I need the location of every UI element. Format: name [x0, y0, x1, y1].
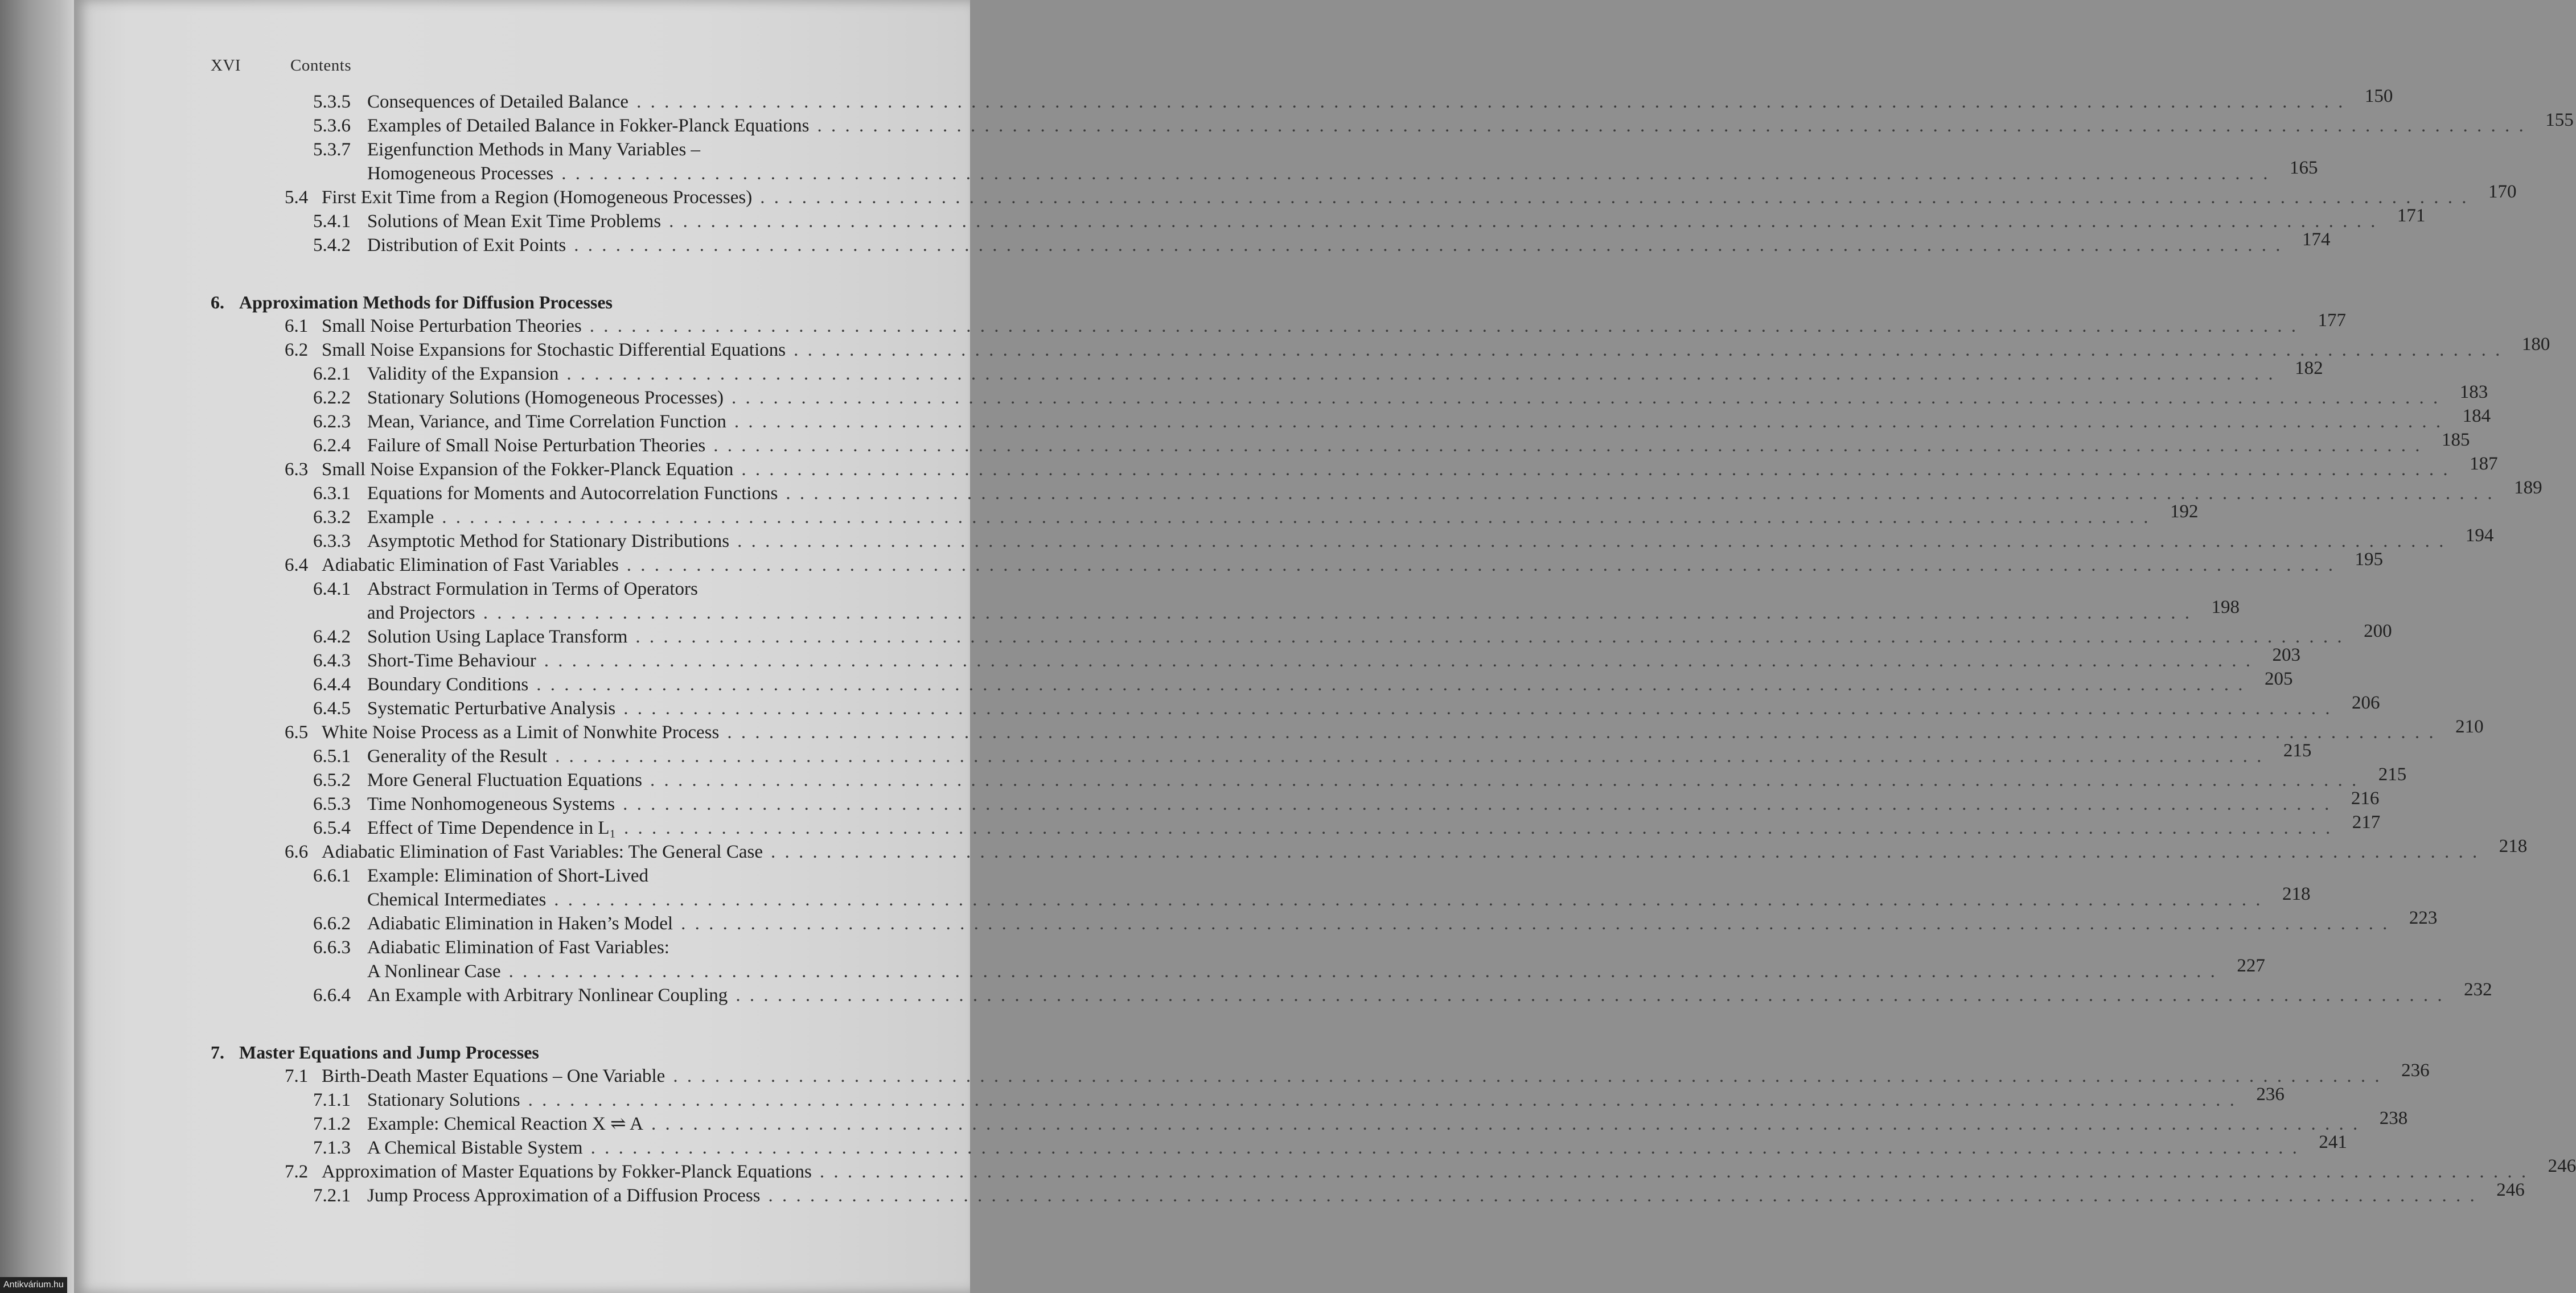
toc-entry-number: 6.3.3: [313, 531, 351, 551]
toc-entry-number: 7.2.1: [313, 1185, 351, 1206]
toc-entry-title: Adiabatic Elimination of Fast Variables:: [367, 937, 669, 958]
toc-entry-number: 5.4: [285, 187, 309, 208]
toc-entry-title: Example: Chemical Reaction X ⇌ A: [367, 1114, 643, 1134]
toc-subsection-entry: [211, 956, 2265, 983]
toc-entry-title: Asymptotic Method for Stationary Distributions: [367, 531, 730, 551]
toc-dot-leader: [554, 888, 2262, 912]
toc-dot-leader: [623, 697, 2332, 720]
toc-page-number: 189: [2514, 477, 2542, 498]
toc-dot-leader: [820, 1160, 2528, 1184]
toc-entry-title: An Example with Arbitrary Nonlinear Coupling: [367, 985, 728, 1006]
toc-entry-title: Adiabatic Elimination of Fast Variables: [322, 555, 619, 575]
toc-entry-title: Equations for Moments and Autocorrelation Functions: [367, 483, 778, 504]
toc-subsection-entry: [211, 158, 2318, 186]
toc-section-entry: [211, 182, 2517, 209]
toc-entry-title: Birth-Death Master Equations – One Variable: [322, 1066, 665, 1086]
chapter-number: 7.: [211, 1042, 224, 1063]
book-spine-shadow: [0, 0, 74, 1293]
toc-entry-number: 6.6.2: [313, 913, 351, 934]
toc-entry-line: [313, 956, 2265, 983]
toc-entry-number: 5.3.7: [313, 139, 351, 160]
toc-entry-title: Generality of the Result: [367, 746, 548, 767]
toc-entry-number: 6.3.2: [313, 507, 351, 528]
toc-section-entry: [211, 454, 2498, 481]
toc-entry-line: [313, 979, 2492, 1007]
toc-page-number: 177: [2318, 310, 2346, 331]
toc-entry-line: [313, 430, 2470, 458]
toc-entry-number: 6.5.1: [313, 746, 351, 767]
toc-entry-line: [285, 334, 2550, 362]
toc-entry-title: Failure of Small Noise Perturbation Theories: [367, 435, 706, 456]
toc-entry-line: [313, 669, 2293, 697]
toc-page-number: 238: [2379, 1108, 2408, 1129]
toc-entry-title: Jump Process Approximation of a Diffusion Process: [367, 1185, 761, 1206]
toc-entry-number: 6.2: [285, 340, 309, 360]
toc-subsection-entry: [211, 1132, 2347, 1160]
toc-subsection-entry: [211, 597, 2240, 625]
toc-page-number: 246: [2548, 1156, 2576, 1176]
toc-dot-leader: [817, 114, 2525, 138]
toc-subsection-entry: [211, 1180, 2525, 1208]
toc-dot-leader: [574, 233, 2282, 257]
toc-dot-leader: [651, 1112, 2360, 1136]
toc-entry-title: Solution Using Laplace Transform: [367, 627, 628, 647]
toc-entry-number: 6.6: [285, 842, 309, 862]
toc-entry-number: 6.3: [285, 459, 309, 480]
toc-subsection-entry: [211, 621, 2392, 649]
toc-page-number: 182: [2295, 358, 2323, 378]
toc-subsection-entry: [211, 110, 2574, 138]
toc-entry-line: [313, 936, 973, 960]
toc-dot-leader: [734, 410, 2443, 434]
toc-entry-title: Small Noise Expansion of the Fokker-Planck Equation: [322, 459, 734, 480]
toc-subsection-entry: [211, 740, 2312, 768]
toc-entry-line: [285, 1060, 2430, 1088]
toc-entry-line: [313, 788, 2380, 816]
toc-subsection-entry: [211, 764, 2407, 792]
toc-page-number: 206: [2352, 693, 2380, 713]
toc-entry-number: 6.1: [285, 316, 309, 336]
toc-dot-leader: [794, 338, 2502, 362]
toc-entry-title: A Chemical Bistable System: [367, 1138, 583, 1158]
toc-entry-line: [313, 205, 2426, 233]
toc-entry-line: [313, 645, 2300, 673]
running-title: Contents: [290, 56, 352, 75]
toc-entry-line: [313, 577, 973, 601]
toc-entry-title: Time Nonhomogeneous Systems: [367, 794, 615, 814]
toc-entry-line: [313, 1180, 2525, 1208]
toc-entry-line: [313, 477, 2542, 505]
toc-page-number: 194: [2465, 525, 2494, 546]
toc-page-number: 218: [2499, 836, 2528, 856]
toc-page-number: 218: [2282, 884, 2311, 904]
chapter-number: 6.: [211, 292, 224, 312]
toc-entry-title: Stationary Solutions: [367, 1090, 520, 1110]
toc-dot-leader: [636, 90, 2345, 114]
toc-entry-number: 6.4.3: [313, 650, 351, 671]
toc-entry-title: Distribution of Exit Points: [367, 235, 566, 256]
toc-dot-leader: [669, 209, 2377, 233]
toc-entry-line: [285, 182, 2517, 209]
toc-dot-leader: [673, 1064, 2381, 1088]
toc-entry-line: [313, 358, 2323, 386]
toc-entry-title: A Nonlinear Case: [367, 961, 501, 982]
toc-entry-line: [313, 740, 2312, 768]
toc-entry-line: [313, 693, 2380, 720]
toc-dot-leader: [555, 744, 2263, 768]
toc-entry-number: 7.1: [285, 1066, 309, 1086]
toc-subsection-entry: [211, 1108, 2408, 1136]
toc-dot-leader: [737, 529, 2446, 553]
toc-page-number: 198: [2211, 597, 2240, 617]
toc-page-number: 203: [2272, 645, 2300, 665]
toc-entry-line: [313, 501, 2199, 529]
toc-subsection-entry: [211, 382, 2488, 410]
toc-page-number: 187: [2470, 454, 2498, 474]
toc-entry-title: Abstract Formulation in Terms of Operators: [367, 579, 698, 599]
toc-dot-leader: [544, 649, 2253, 673]
toc-subsection-entry: [211, 86, 2393, 114]
toc-entry-title: Adiabatic Elimination of Fast Variables: The General Case: [322, 842, 763, 862]
toc-page-number: 150: [2364, 86, 2393, 106]
toc-entry-title: Systematic Perturbative Analysis: [367, 698, 616, 719]
toc-section-entry: [211, 334, 2550, 362]
chapter-title: Master Equations and Jump Processes: [239, 1042, 539, 1063]
toc-entry-number: 5.4.2: [313, 235, 351, 256]
toc-entry-number: 6.5.2: [313, 770, 351, 790]
toc-entry-line: [313, 1108, 2408, 1136]
toc-dot-leader: [442, 505, 2150, 529]
toc-entry-number: 6.2.2: [313, 388, 351, 408]
toc-entry-line: [313, 138, 973, 162]
toc-subsection-entry: [211, 1084, 2285, 1112]
toc-chapter-heading: [211, 1040, 973, 1064]
toc-dot-leader: [786, 481, 2494, 505]
toc-page-number: 183: [2459, 382, 2488, 402]
toc-entry-number: 7.1.3: [313, 1138, 351, 1158]
toc-subsection-entry: [211, 525, 2494, 553]
toc-entry-line: [313, 884, 2311, 912]
toc-entry-number: 5.4.1: [313, 211, 351, 232]
toc-dot-leader: [713, 434, 2422, 458]
toc-dot-leader: [732, 386, 2440, 410]
toc-page-number: 227: [2237, 956, 2265, 976]
toc-entry-line: [313, 597, 2240, 625]
toc-subsection-entry: [211, 936, 973, 960]
toc-entry-line: [313, 229, 2331, 257]
toc-dot-leader: [623, 792, 2331, 816]
watermark: Antikvárium.hu: [0, 1277, 67, 1293]
toc-dot-leader: [624, 816, 2332, 840]
toc-entry-number: 5.3.6: [313, 116, 351, 136]
toc-entry-line: [313, 1132, 2347, 1160]
toc-entry-number: 6.6.4: [313, 985, 351, 1006]
toc-subsection-entry: [211, 477, 2542, 505]
toc-entry-line: [285, 716, 2484, 744]
toc-entry-number: 7.1.2: [313, 1114, 351, 1134]
toc-dot-leader: [536, 673, 2245, 697]
toc-entry-title: Consequences of Detailed Balance: [367, 92, 629, 112]
table-of-contents: [211, 86, 2576, 1208]
toc-page-number: 155: [2545, 110, 2574, 130]
toc-section-entry: [211, 549, 2384, 577]
toc-subsection-entry: [211, 430, 2470, 458]
toc-entry-number: 6.2.1: [313, 364, 351, 384]
toc-entry-title: Approximation of Master Equations by Fokker-Planck Equations: [322, 1162, 812, 1182]
toc-page-number: 174: [2302, 229, 2331, 250]
toc-entry-title: First Exit Time from a Region (Homogeneous Processes): [322, 187, 753, 208]
toc-page-number: 180: [2521, 334, 2550, 355]
toc-entry-line: [313, 382, 2488, 410]
toc-subsection-entry: [211, 358, 2323, 386]
toc-entry-line: [313, 525, 2494, 553]
toc-entry-title: More General Fluctuation Equations: [367, 770, 642, 790]
toc-entry-number: 6.3.1: [313, 483, 351, 504]
toc-section-entry: [211, 310, 2346, 338]
toc-entry-number: 6.4.2: [313, 627, 351, 647]
toc-dot-leader: [591, 1136, 2299, 1160]
toc-subsection-entry: [211, 501, 2199, 529]
toc-entry-line: [313, 812, 2381, 840]
toc-page-number: 205: [2265, 669, 2293, 689]
toc-entry-line: [313, 1084, 2285, 1112]
toc-page-number: 210: [2455, 716, 2484, 737]
toc-entry-number: 7.2: [285, 1162, 309, 1182]
toc-dot-leader: [528, 1088, 2237, 1112]
toc-dot-leader: [727, 720, 2435, 744]
toc-page-number: 217: [2352, 812, 2381, 833]
toc-subsection-entry: [211, 884, 2311, 912]
chapter-title: Approximation Methods for Diffusion Processes: [239, 292, 613, 312]
toc-entry-number: 6.6.1: [313, 866, 351, 886]
toc-page-number: 195: [2355, 549, 2384, 570]
toc-entry-title: White Noise Process as a Limit of Nonwhite Process: [322, 722, 720, 743]
toc-entry-line: [313, 110, 2574, 138]
toc-page-number: 232: [2464, 979, 2492, 1000]
toc-entry-title: Stationary Solutions (Homogeneous Processes): [367, 388, 724, 408]
toc-entry-number: 7.1.1: [313, 1090, 351, 1110]
toc-entry-number: 6.5: [285, 722, 309, 743]
toc-dot-leader: [590, 314, 2298, 338]
toc-entry-line: [285, 836, 2528, 864]
toc-entry-title: Adiabatic Elimination in Haken’s Model: [367, 913, 673, 934]
toc-subsection-entry: [211, 908, 2438, 936]
running-head: [211, 54, 351, 77]
toc-entry-line: [313, 406, 2491, 434]
toc-subsection-entry: [211, 229, 2331, 257]
toc-entry-number: 6.6.3: [313, 937, 351, 958]
toc-subsection-entry: [211, 812, 2381, 840]
toc-dot-leader: [771, 840, 2479, 864]
book-page: [74, 0, 2576, 1293]
toc-entry-title: Homogeneous Processes: [367, 163, 554, 184]
toc-dot-leader: [769, 1184, 2477, 1208]
toc-entry-title: Small Noise Perturbation Theories: [322, 316, 582, 336]
toc-entry-title: Small Noise Expansions for Stochastic Differential Equations: [322, 340, 786, 360]
toc-entry-title: Short-Time Behaviour: [367, 650, 536, 671]
toc-entry-number: 6.5.3: [313, 794, 351, 814]
page-folio: XVI: [211, 56, 241, 75]
toc-entry-line: [313, 908, 2438, 936]
toc-entry-number: 6.2.3: [313, 411, 351, 432]
toc-entry-line: [313, 86, 2393, 114]
toc-entry-line: [285, 1156, 2576, 1184]
toc-section-entry: [211, 836, 2528, 864]
toc-page-number: 165: [2289, 158, 2318, 178]
toc-entry-title: Example: Elimination of Short-Lived: [367, 866, 648, 886]
toc-page-number: 185: [2441, 430, 2470, 450]
toc-entry-line: [285, 549, 2384, 577]
toc-entry-number: 6.4: [285, 555, 309, 575]
toc-entry-number: 6.5.4: [313, 818, 351, 838]
toc-dot-leader: [483, 601, 2192, 625]
toc-page-number: 170: [2488, 182, 2517, 202]
toc-page-number: 171: [2397, 205, 2426, 226]
toc-subsection-entry: [211, 138, 973, 162]
toc-entry-title: Validity of the Expansion: [367, 364, 559, 384]
toc-entry-line: [313, 764, 2407, 792]
toc-page-number: 236: [2401, 1060, 2430, 1081]
toc-section-entry: [211, 1156, 2576, 1184]
toc-dot-leader: [650, 768, 2359, 792]
toc-entry-number: 6.4.5: [313, 698, 351, 719]
toc-section-entry: [211, 1060, 2430, 1088]
toc-page-number: 246: [2496, 1180, 2525, 1200]
toc-entry-title: Example: [367, 507, 434, 528]
toc-dot-leader: [561, 162, 2270, 186]
toc-dot-leader: [566, 362, 2275, 386]
toc-subsection-entry: [211, 979, 2492, 1007]
toc-page-number: 241: [2319, 1132, 2347, 1152]
toc-dot-leader: [741, 458, 2450, 481]
toc-subsection-entry: [211, 788, 2380, 816]
toc-dot-leader: [635, 625, 2344, 649]
toc-page-number: 192: [2170, 501, 2199, 522]
toc-entry-number: 6.4.4: [313, 674, 351, 695]
toc-page-number: 216: [2351, 788, 2380, 809]
toc-entry-title: Effect of Time Dependence in L₁: [367, 818, 617, 838]
toc-entry-title: Boundary Conditions: [367, 674, 529, 695]
toc-entry-line: [285, 454, 2498, 481]
toc-dot-leader: [681, 912, 2389, 936]
toc-entry-title: Mean, Variance, and Time Correlation Function: [367, 411, 726, 432]
toc-subsection-entry: [211, 205, 2426, 233]
toc-entry-line: [313, 621, 2392, 649]
toc-entry-line: [313, 864, 973, 888]
toc-entry-line: [285, 310, 2346, 338]
toc-section-entry: [211, 716, 2484, 744]
toc-entry-number: 6.4.1: [313, 579, 351, 599]
toc-entry-line: [313, 158, 2318, 186]
toc-chapter-heading: [211, 290, 973, 314]
toc-subsection-entry: [211, 406, 2491, 434]
toc-dot-leader: [509, 960, 2217, 983]
toc-entry-number: 5.3.5: [313, 92, 351, 112]
toc-page-number: 215: [2283, 740, 2312, 761]
toc-dot-leader: [760, 186, 2468, 209]
toc-entry-title: Solutions of Mean Exit Time Problems: [367, 211, 662, 232]
toc-page-number: 223: [2409, 908, 2438, 928]
toc-entry-title: Examples of Detailed Balance in Fokker-Planck Equations: [367, 116, 810, 136]
toc-entry-title: and Projectors: [367, 603, 475, 623]
toc-entry-number: 6.2.4: [313, 435, 351, 456]
toc-dot-leader: [627, 553, 2335, 577]
toc-subsection-entry: [211, 645, 2300, 673]
toc-page-number: 236: [2256, 1084, 2285, 1105]
toc-subsection-entry: [211, 864, 973, 888]
toc-entry-title: Chemical Intermediates: [367, 890, 547, 910]
toc-entry-title: Eigenfunction Methods in Many Variables –: [367, 139, 701, 160]
toc-subsection-entry: [211, 669, 2293, 697]
toc-subsection-entry: [211, 577, 973, 601]
toc-page-number: 184: [2462, 406, 2491, 426]
toc-subsection-entry: [211, 693, 2380, 720]
toc-page-number: 200: [2364, 621, 2392, 641]
toc-page-number: 215: [2378, 764, 2407, 785]
toc-dot-leader: [736, 983, 2444, 1007]
